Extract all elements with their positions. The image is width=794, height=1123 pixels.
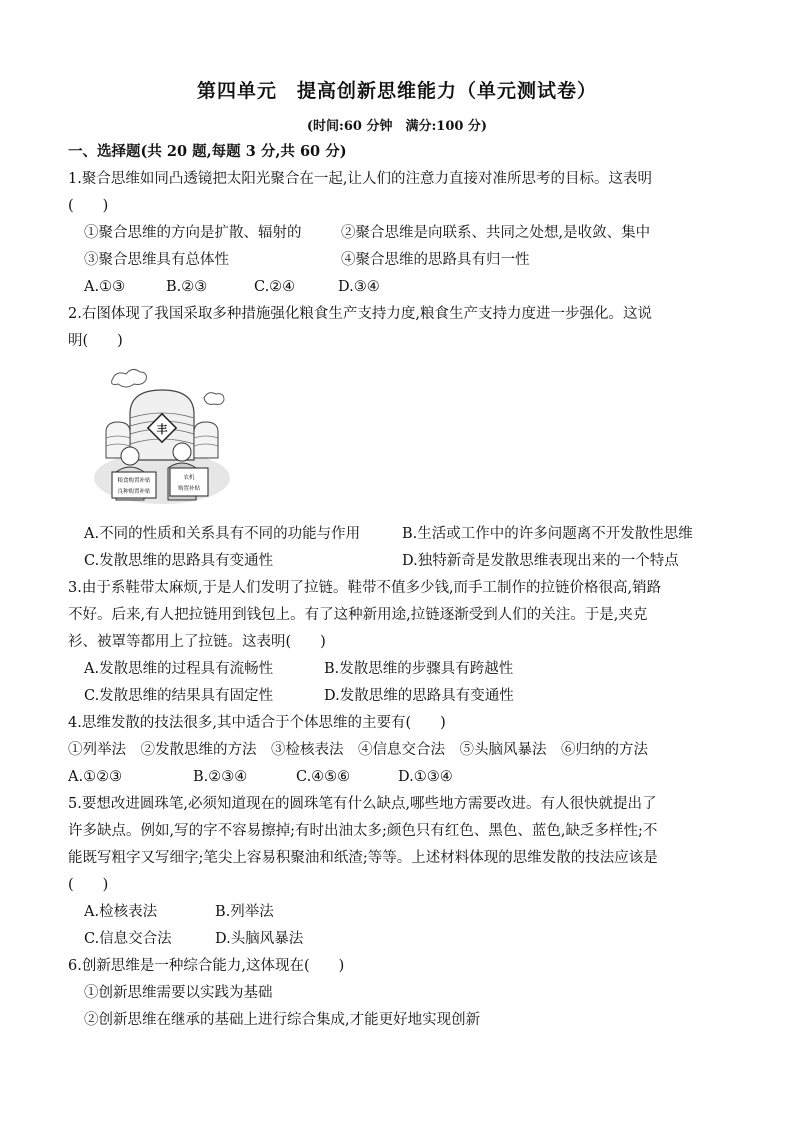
q5-option-b[interactable]: B.列举法 <box>215 904 274 920</box>
q2-option-c[interactable]: C.发散思维的思路具有变通性 <box>84 553 274 569</box>
q5-stem-line4: ( ) <box>68 877 109 893</box>
q3-stem-line1: 3.由于系鞋带太麻烦,于是人们发明了拉链。鞋带不值多少钱,而手工制作的拉链价格很高,销路 <box>68 580 662 596</box>
harvest-sign-text: 丰 <box>156 423 168 436</box>
q5-stem-line2: 许多缺点。例如,写的字不容易擦掉;有时出油太多;颜色只有红色、黑色、蓝色,缺乏多样性;不 <box>68 823 658 839</box>
subsidy-board-left-line2: 良种购置补贴 <box>117 489 151 495</box>
q6-stem: 6.创新思维是一种综合能力,这体现在( ) <box>68 958 345 974</box>
q3-option-d[interactable]: D.发散思维的思路具有变通性 <box>324 688 514 704</box>
q1-statement-2: ②聚合思维是向联系、共同之处想,是收敛、集中 <box>341 225 651 241</box>
q3-option-b[interactable]: B.发散思维的步骤具有跨越性 <box>324 661 514 677</box>
q1-option-d[interactable]: D.③④ <box>338 279 380 295</box>
q5-option-a[interactable]: A.检核表法 <box>84 904 158 920</box>
grain-silo-right <box>194 422 218 458</box>
q1-option-a[interactable]: A.①③ <box>84 279 126 295</box>
q4-items: ①列举法 ②发散思维的方法 ③检核表法 ④信息交合法 ⑤头脑风暴法 ⑥归纳的方法 <box>68 742 648 758</box>
q2-option-a[interactable]: A.不同的性质和关系具有不同的功能与作用 <box>84 526 361 542</box>
q1-statements-row2 <box>84 251 754 269</box>
q5-stem-line1: 5.要想改进圆珠笔,必须知道现在的圆珠笔有什么缺点,哪些地方需要改进。有人很快就提出了 <box>68 796 657 812</box>
q4-options <box>68 768 738 786</box>
section-heading: 一、选择题(共 20 题,每题 3 分,共 60 分) <box>68 143 347 160</box>
q4-option-b[interactable]: B.②③④ <box>193 769 248 785</box>
q5-stem-line3: 能既写粗字又写细字;笔尖上容易积聚油和纸渣;等等。上述材料体现的思维发散的技法应该是 <box>68 850 658 866</box>
q1-statement-1: ①聚合思维的方向是扩散、辐射的 <box>84 225 302 241</box>
q5-options-row2 <box>84 930 754 948</box>
q5-options-row1 <box>84 903 754 921</box>
subsidy-board-right-line1: 农机 <box>183 475 195 481</box>
q3-option-a[interactable]: A.发散思维的过程具有流畅性 <box>84 661 274 677</box>
q6-statement-1: ①创新思维需要以实践为基础 <box>84 985 273 1001</box>
q2-options-row1 <box>84 525 754 543</box>
farmer-left-head <box>121 447 139 465</box>
q2-option-d[interactable]: D.独特新奇是发散思维表现出来的一个特点 <box>402 553 679 569</box>
q1-statement-4: ④聚合思维的思路具有归一性 <box>341 252 530 268</box>
q5-option-d[interactable]: D.头脑风暴法 <box>215 931 304 947</box>
q6-statement-2: ②创新思维在继承的基础上进行综合集成,才能更好地实现创新 <box>84 1012 481 1028</box>
subsidy-board-left-line1: 粮食购置补贴 <box>117 478 151 484</box>
q1-stem-line2: ( ) <box>68 198 109 214</box>
q2-stem-line2: 明( ) <box>68 333 123 349</box>
q2-options-row2 <box>84 552 754 570</box>
q2-stem-line1: 2.右图体现了我国采取多种措施强化粮食生产支持力度,粮食生产支持力度进一步强化。这说 <box>68 306 652 322</box>
q1-stem-line1: 1.聚合思维如同凸透镜把太阳光聚合在一起,让人们的注意力直接对准所思考的目标。这表明 <box>68 171 652 187</box>
q4-stem: 4.思维发散的技法很多,其中适合于个体思维的主要有( ) <box>68 715 446 731</box>
exam-time-score: (时间:60 分钟 满分:100 分) <box>306 119 488 134</box>
cloud-right <box>204 393 224 405</box>
subsidy-board-right-line2: 购置补贴 <box>177 486 201 492</box>
q5-option-c[interactable]: C.信息交合法 <box>84 931 172 947</box>
q1-statement-3: ③聚合思维具有总体性 <box>84 252 229 268</box>
page-title: 第四单元 提高创新思维能力（单元测试卷） <box>196 80 597 102</box>
q1-statements-row1 <box>84 224 754 242</box>
cloud-left <box>112 369 147 387</box>
q2-cartoon-figure <box>92 360 232 510</box>
farmer-right-head <box>173 443 191 461</box>
q1-option-c[interactable]: C.②④ <box>254 279 296 295</box>
q1-options <box>84 278 754 296</box>
q2-option-b[interactable]: B.生活或工作中的许多问题离不开发散性思维 <box>402 526 693 542</box>
q3-option-c[interactable]: C.发散思维的结果具有固定性 <box>84 688 274 704</box>
q3-stem-line2: 不好。后来,有人把拉链用到钱包上。有了这种新用途,拉链逐渐受到人们的关注。于是,夹克 <box>68 607 648 623</box>
q3-options-row2 <box>84 687 754 705</box>
q4-option-c[interactable]: C.④⑤⑥ <box>296 769 351 785</box>
q4-option-a[interactable]: A.①②③ <box>68 769 123 785</box>
q3-options-row1 <box>84 660 754 678</box>
q1-option-b[interactable]: B.②③ <box>166 279 208 295</box>
q3-stem-line3: 衫、被罩等都用上了拉链。这表明( ) <box>68 634 326 650</box>
q4-option-d[interactable]: D.①③④ <box>398 769 453 785</box>
